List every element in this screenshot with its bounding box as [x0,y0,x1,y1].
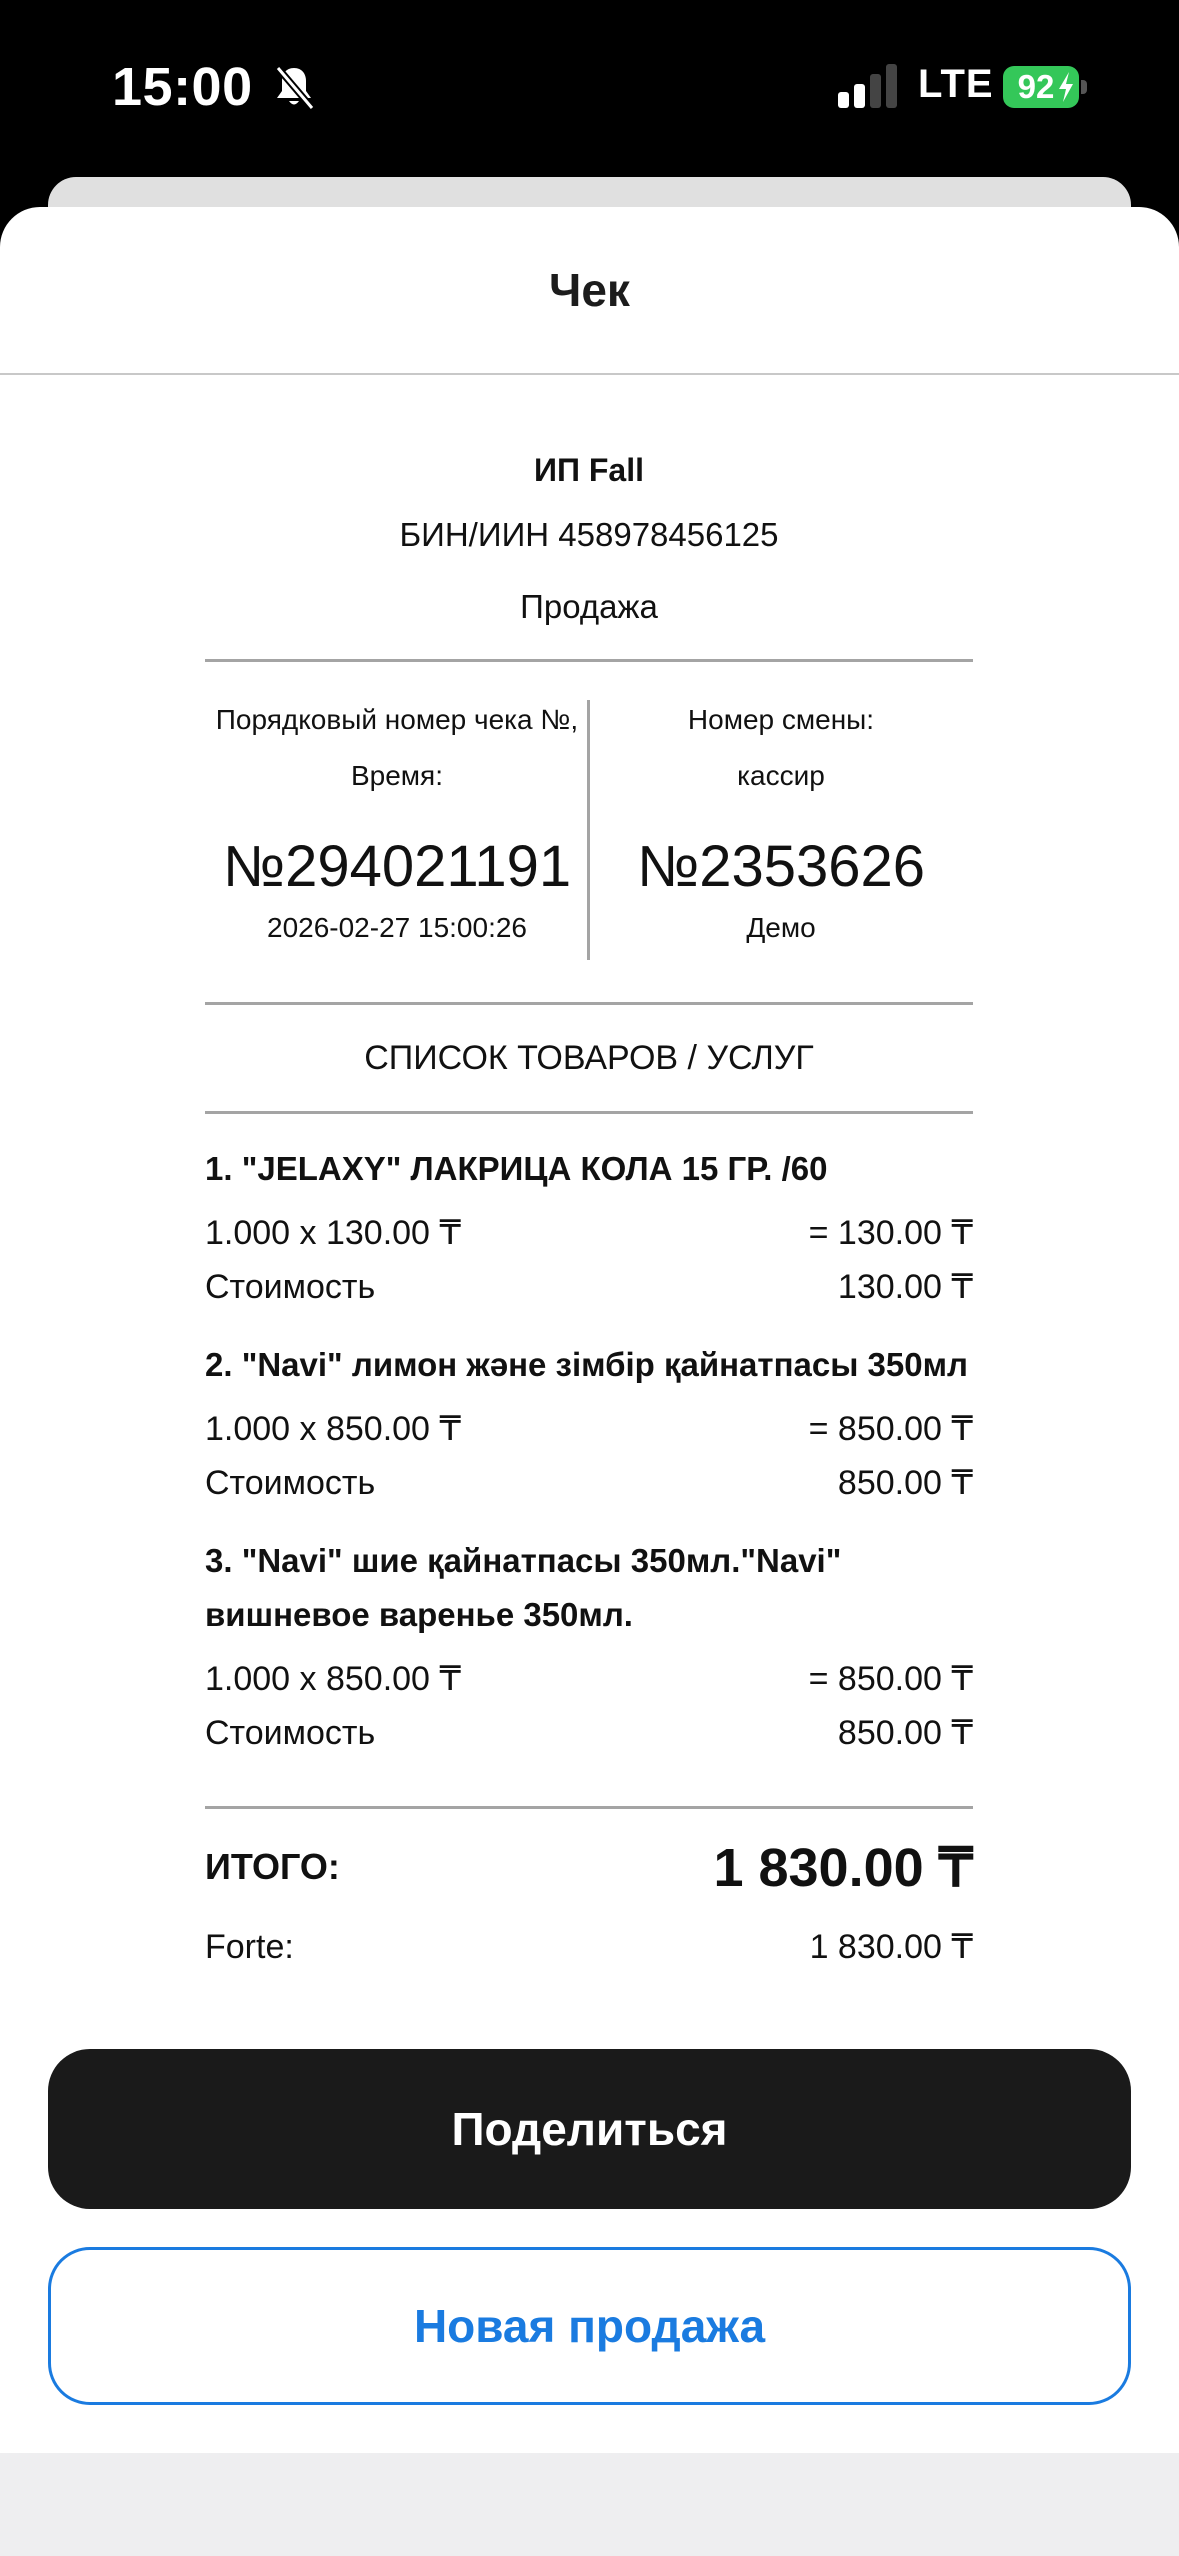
total-value: 1 830.00 ₸ [713,1837,973,1898]
total-label: ИТОГО: [205,1846,340,1887]
shift-number: №2353626 [636,834,926,899]
item-cost-label: Стоимость [205,1714,376,1752]
receipt [205,437,973,1977]
operation-type: Продажа [520,588,658,625]
bottom-safe-area [0,2453,1179,2556]
item-cost: 850.00 ₸ [837,1464,973,1502]
time-label: Время: [350,760,443,791]
battery-charging-icon [1003,66,1079,108]
receipt-meta [205,662,973,1002]
shift-number-block [589,662,973,1002]
item-cost: 130.00 ₸ [837,1268,973,1306]
new-sale-button[interactable] [48,2247,1131,2405]
item-qty-price: 1.000 x 130.00 ₸ [205,1214,462,1252]
list-item [205,1142,973,1314]
shift-number-label: Номер смены: [687,704,875,735]
share-button[interactable] [48,2049,1131,2209]
cashier-name: Демо [746,912,816,943]
bolt-icon [1057,72,1075,102]
items-list-title: СПИСОК ТОВАРОВ / УСЛУГ [364,1039,814,1077]
list-item [205,1534,973,1760]
item-qty-price: 1.000 x 850.00 ₸ [205,1410,462,1448]
item-name: 3. "Navi" шие қайнатпасы 350мл."Navi" вишневое варенье 350мл. [205,1542,842,1633]
item-line-total: = 130.00 ₸ [808,1214,973,1252]
item-name: 1. "JELAXY" ЛАКРИЦА КОЛА 15 ГР. /60 [205,1150,828,1187]
payment-amount: 1 830.00 ₸ [809,1928,973,1966]
payment-row [205,1917,973,1977]
item-cost-row [205,1456,973,1510]
vertical-divider [587,700,590,960]
receipt-datetime: 2026-02-27 15:00:26 [267,912,527,943]
receipt-number: №294021191 [222,834,572,899]
total-row [205,1831,973,1903]
divider [205,1111,973,1114]
status-time: 15:00 [112,57,253,117]
item-cost-label: Стоимость [205,1268,376,1306]
item-cost: 850.00 ₸ [837,1714,973,1752]
battery-percent: 92 [1017,68,1055,105]
share-button-label: Поделиться [451,2103,728,2155]
page-title: Чек [549,264,630,316]
battery-cap [1081,80,1087,94]
cashier-label: кассир [737,760,825,791]
list-item [205,1338,973,1510]
item-calc-row [205,1652,973,1706]
cellular-signal-icon [838,64,900,108]
network-type: LTE [918,62,994,106]
item-cost-label: Стоимость [205,1464,376,1502]
item-cost-row [205,1706,973,1760]
sheet-header [0,207,1179,375]
receipt-number-label: Порядковый номер чека №, [215,704,579,735]
bin-number: БИН/ИИН 458978456125 [399,516,779,553]
item-name: 2. "Navi" лимон және зімбір қайнатпасы 350мл [205,1346,968,1383]
payment-method-label: Forte: [205,1928,294,1966]
new-sale-button-label: Новая продажа [413,2300,766,2352]
status-bar [0,0,1179,175]
item-qty-price: 1.000 x 850.00 ₸ [205,1660,462,1698]
divider [205,1806,973,1809]
item-calc-row [205,1402,973,1456]
organization-name: ИП Fall [533,452,644,488]
bell-slash-icon [272,64,316,110]
item-calc-row [205,1206,973,1260]
item-line-total: = 850.00 ₸ [808,1410,973,1448]
item-line-total: = 850.00 ₸ [808,1660,973,1698]
receipt-number-block [205,662,589,1002]
item-cost-row [205,1260,973,1314]
